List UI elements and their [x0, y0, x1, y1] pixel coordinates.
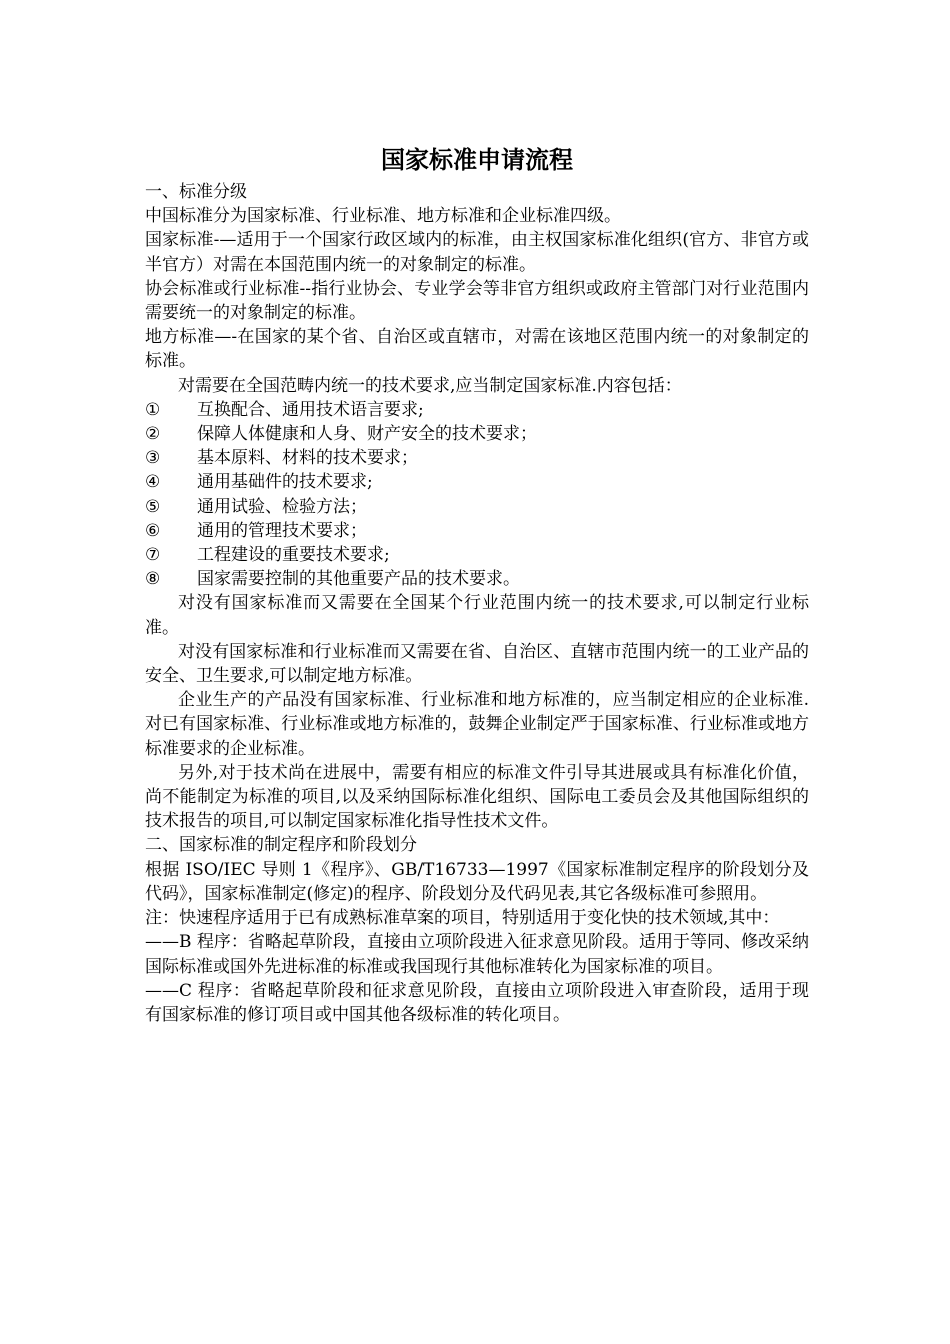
- paragraph-industry-standard-definition: 协会标准或行业标准--指行业协会、专业学会等非官方组织或政府主管部门对行业范围内需要统一的对象制定的标准。: [145, 278, 809, 324]
- paragraph-fast-procedure-note: 注：快速程序适用于已有成熟标准草案的项目，特别适用于变化快的技术领域,其中：: [145, 908, 780, 929]
- list-item: [145, 543, 809, 567]
- list-item: [145, 398, 809, 422]
- list-item-text: 通用基础件的技术要求;: [197, 472, 373, 493]
- list-item-text: 工程建设的重要技术要求;: [197, 545, 390, 566]
- list-item-text: 通用试验、检验方法；: [197, 496, 367, 517]
- list-item: [145, 567, 809, 591]
- list-item: [145, 495, 809, 519]
- list-item-text: 国家需要控制的其他重要产品的技术要求。: [197, 569, 520, 590]
- list-item-text: 互换配合、通用技术语言要求;: [197, 399, 424, 420]
- paragraph-procedure-b: ——B 程序：省略起草阶段，直接由立项阶段进入征求意见阶段。适用于等同、修改采纳国际标准或国外先进标准的标准或我国现行其他标准转化为国家标准的项目。: [145, 932, 809, 977]
- paragraph-standard-levels: 中国标准分为国家标准、行业标准、地方标准和企业标准四级。: [145, 206, 621, 227]
- paragraph-local-standard-definition: 地方标准—-在国家的某个省、自治区或直辖市，对需在该地区范围内统一的对象制定的标准。: [145, 327, 809, 372]
- section-heading-procedure: 二、国家标准的制定程序和阶段划分: [145, 835, 417, 856]
- paragraph-procedure-basis: 根据 ISO/IEC 导则 1《程序》、GB/T16733—1997《国家标准制定程序的阶段划分及代码》，国家标准制定(修定)的程序、阶段划分及代码见表,其它各级标准可参照用。: [145, 859, 809, 904]
- document-body: [145, 140, 809, 1027]
- paragraph-national-standard-definition: 国家标准-—适用于一个国家行政区域内的标准，由主权国家标准化组织(官方、非官方或半官方）对需在本国范围内统一的对象制定的标准。: [145, 230, 809, 275]
- paragraph-enterprise-standard-rule: 企业生产的产品没有国家标准、行业标准和地方标准的，应当制定相应的企业标准.对已有国家标准、行业标准或地方标准的，鼓舞企业制定严于国家标准、行业标准或地方标准要求的企业标准。: [145, 690, 809, 759]
- list-item-number: ⑦: [145, 545, 161, 566]
- paragraph-guidance-document-rule: 另外,对于技术尚在进展中，需要有相应的标准文件引导其进展或具有标准化价值，尚不能制定为标准的项目,以及采纳国际标准化组织、国际电工委员会及其他国际组织的技术报告的项目,可以制定国家标准化指导性技术文件。: [145, 762, 809, 832]
- list-item-text: 通用的管理技术要求；: [197, 520, 367, 541]
- list-item: [145, 519, 809, 543]
- paragraph-procedure-c: ——C 程序：省略起草阶段和征求意见阶段，直接由立项阶段进入审查阶段，适用于现有国家标准的修订项目或中国其他各级标准的转化项目。: [145, 980, 809, 1025]
- paragraph-local-standard-rule: 对没有国家标准和行业标准而又需要在省、自治区、直辖市范围内统一的工业产品的安全、卫生要求,可以制定地方标准。: [145, 641, 809, 687]
- list-item-number: ⑥: [145, 520, 161, 541]
- list-item-number: ④: [145, 472, 161, 493]
- list-item-number: ③: [145, 448, 161, 469]
- section-heading-levels: 一、标准分级: [145, 182, 247, 202]
- document-title: 国家标准申请流程: [381, 145, 573, 174]
- list-item-number: ①: [145, 399, 161, 420]
- list-item-text: 基本原料、材料的技术要求；: [197, 448, 418, 469]
- list-item-number: ⑧: [145, 569, 161, 590]
- list-item-number: ⑤: [145, 496, 161, 517]
- list-item: [145, 422, 809, 446]
- list-item-number: ②: [145, 424, 161, 445]
- list-item-text: 保障人体健康和人身、财产安全的技术要求；: [197, 424, 537, 445]
- list-item: [145, 446, 809, 470]
- national-standard-content-list: [145, 398, 809, 592]
- paragraph-national-standard-scope: 对需要在全国范畴内统一的技术要求,应当制定国家标准.内容包括：: [178, 375, 682, 396]
- paragraph-industry-standard-rule: 对没有国家标准而又需要在全国某个行业范围内统一的技术要求,可以制定行业标准。: [145, 593, 809, 638]
- list-item: [145, 470, 809, 494]
